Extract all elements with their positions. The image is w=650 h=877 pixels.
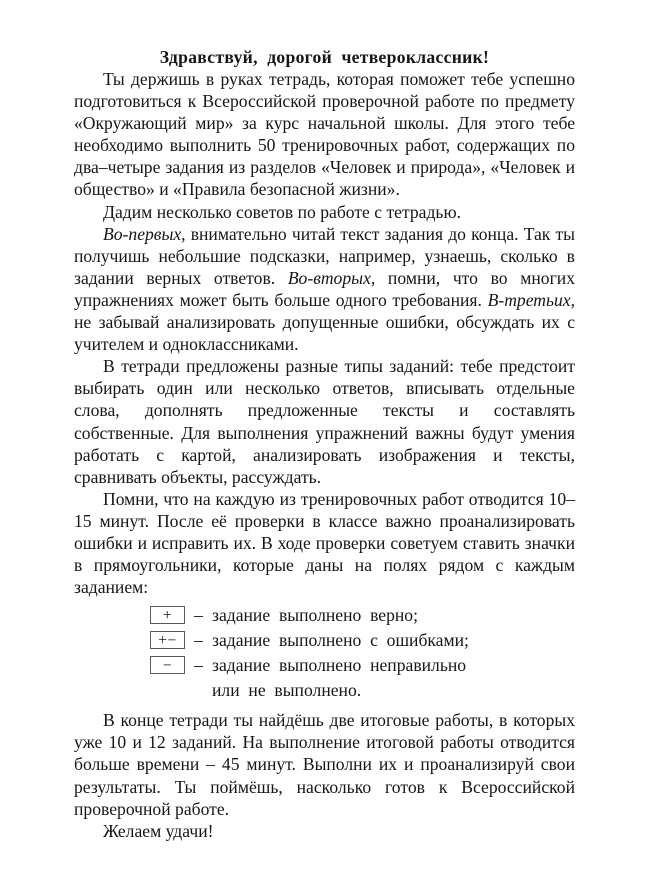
legend-block	[74, 604, 575, 703]
paragraph-advice-intro: Дадим несколько советов по работе с тетрадью.	[103, 201, 461, 222]
legend-row	[74, 604, 575, 629]
legend-label-incorrect-continued: или не выполнено.	[212, 680, 362, 701]
legend-row-continuation	[74, 679, 575, 703]
legend-row	[74, 629, 575, 654]
advice-text-2: помни, что во многих упражнениях может быть больше одного требования.	[74, 267, 576, 310]
page-title: Здравствуй, дорогой четвероклассник!	[159, 47, 490, 67]
legend-dash: –	[194, 655, 203, 676]
legend-dash: –	[194, 605, 203, 626]
mark-box-partial: +−	[150, 631, 185, 649]
mark-box-correct: +	[150, 606, 185, 624]
legend-label-correct: задание выполнено верно;	[212, 605, 418, 626]
paragraph-final-works: В конце тетради ты найдёшь две итоговые работы, в которых уже 10 и 12 заданий. На выполнение итоговой работы отводится больше времени – 45 минут. Выполни их и проанализируй свои результаты. Ты поймёшь, насколько готов к Всероссийской проверочной работе.	[74, 710, 575, 819]
paragraph-task-types: В тетради предложены разные типы заданий: тебе предстоит выбирать один или несколько ответов, вписывать отдельные слова, дополнять предложенные тексты и составлять собственные. Для выполнения упражнений важны будут умения работать с картой, анализировать изображения и тексты, сравнивать объекты, рассуждать.	[74, 356, 575, 487]
text-column	[74, 46, 575, 842]
mark-box-incorrect: −	[150, 656, 185, 674]
legend-label-incorrect: задание выполнено неправильно	[212, 655, 467, 676]
emphasis-second: Во-вторых,	[287, 267, 376, 288]
legend-dash: –	[194, 630, 203, 651]
paragraph-intro: Ты держишь в руках тетрадь, которая поможет тебе успешно подготовиться к Всероссийской проверочной работе по предмету «Окружающий мир» за курс начальной школы. Для этого тебе необходимо выполнить 50 тренировочных работ, содержащих по два–четыре задания из разделов «Человек и природа», «Человек и общество» и «Правила безопасной жизни».	[74, 69, 575, 200]
paragraph-closing: Желаем удачи!	[103, 820, 214, 841]
legend-row	[74, 654, 575, 679]
paragraph-advice-list	[74, 223, 575, 356]
advice-text-3: не забывай анализировать допущенные ошибки, обсуждать их с учителем и одноклассниками.	[74, 312, 575, 355]
emphasis-third: В-третьих,	[487, 289, 575, 310]
paragraph-timing: Помни, что на каждую из тренировочных работ отводится 10–15 минут. После её проверки в классе важно проанализировать ошибки и исправить их. В ходе проверки советуем ставить значки в прямоугольники, которые даны на полях рядом с каждым заданием:	[74, 488, 575, 598]
emphasis-first: Во-первых,	[103, 223, 186, 244]
legend-label-partial: задание выполнено с ошибками;	[212, 630, 469, 651]
advice-text-1: внимательно читай текст задания до конца. Так ты получишь небольшие подсказки, например, узнаешь, сколько в задании верных ответов.	[74, 223, 575, 288]
